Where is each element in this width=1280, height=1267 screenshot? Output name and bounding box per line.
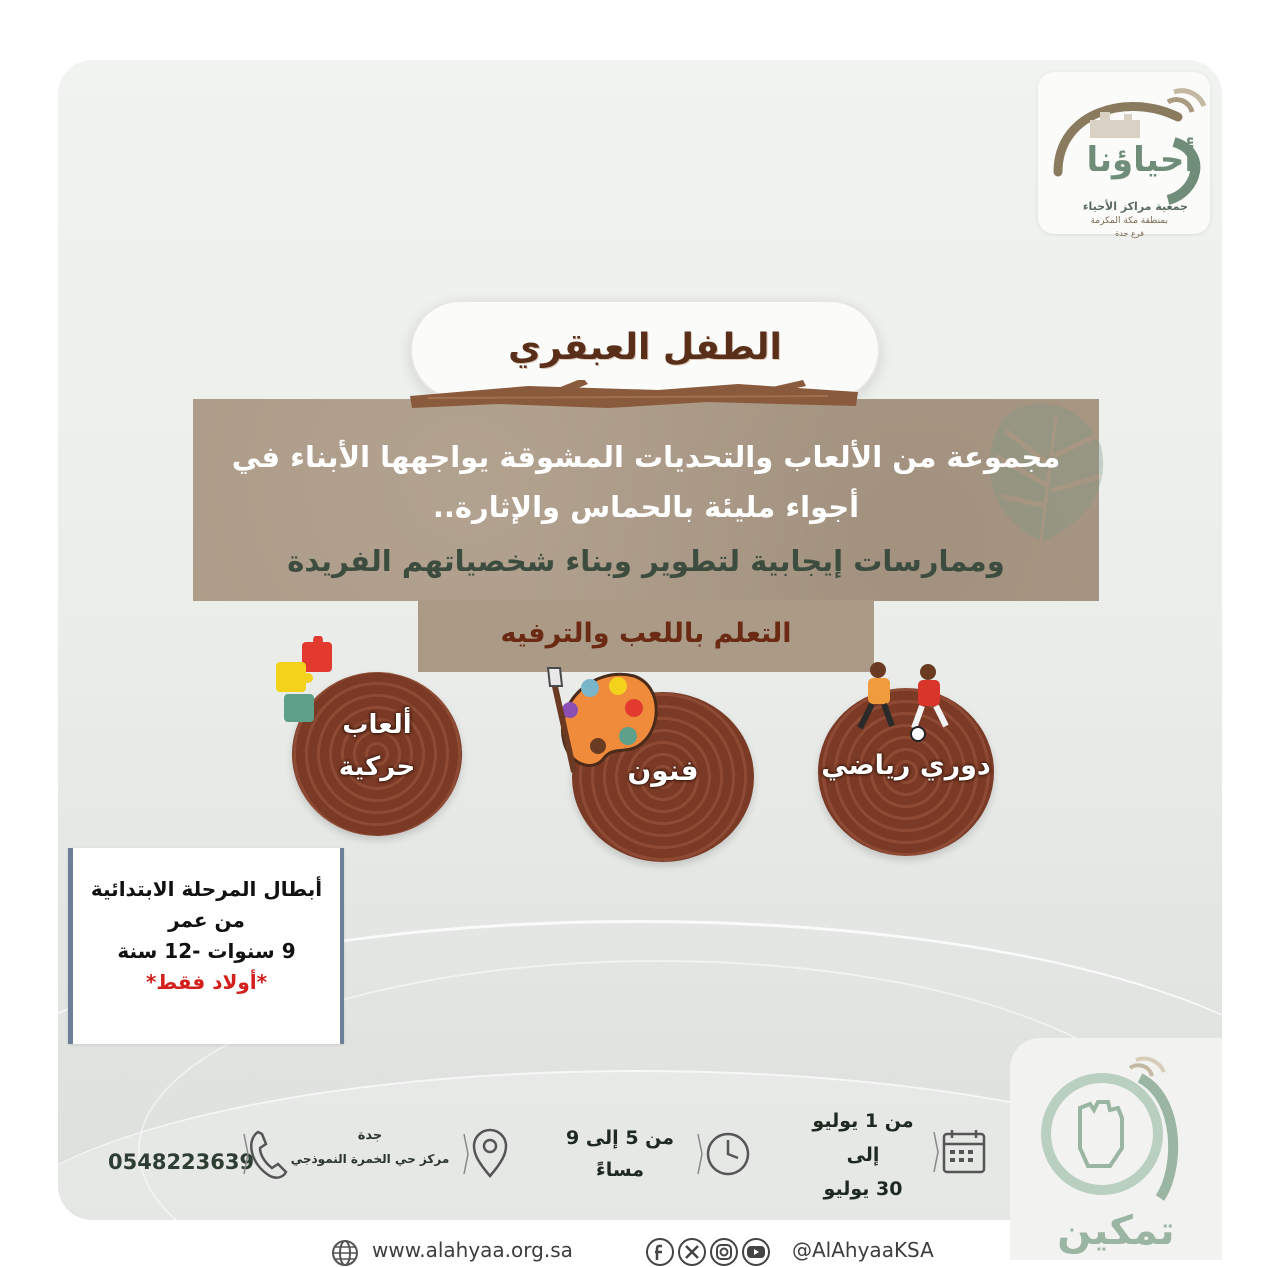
activity-arts-label: فنون [627, 754, 699, 787]
description-line-2: أجواء مليئة بالحماس والإثارة.. [432, 490, 860, 524]
tamkeen-label: تمكين [1057, 1208, 1175, 1254]
audience-line-1: أبطال المرحلة الابتدائية [90, 877, 323, 901]
logo-wordmark: أحياؤنا [1086, 140, 1196, 180]
description-line-3: وممارسات إيجابية لتطوير وبناء شخصياتهم الفريدة [287, 544, 1005, 578]
website-link[interactable]: www.alahyaa.org.sa [372, 1238, 573, 1262]
activity-games-label-1: ألعاب [342, 710, 412, 740]
date-line-3: 30 يوليو [823, 1178, 903, 1200]
logo-region: بمنطقة مكة المكرمة [1090, 216, 1168, 226]
globe-icon [330, 1238, 360, 1267]
raised-fist-icon [1010, 1038, 1222, 1218]
activity-games-label-2: حركية [338, 752, 416, 782]
phone-number: 0548223639 [108, 1150, 255, 1174]
audience-note: *أولاد فقط* [145, 970, 268, 994]
audience-line-2: من عمر [168, 908, 245, 932]
audience-box [68, 848, 344, 1044]
date-line-2: إلى [846, 1144, 880, 1166]
location-pin-icon [458, 1124, 516, 1184]
tamkeen-badge [1010, 1038, 1222, 1260]
event-time [565, 1122, 675, 1186]
date-line-1: من 1 يوليو [812, 1110, 914, 1132]
clock-icon [690, 1124, 754, 1184]
social-icons [644, 1236, 784, 1267]
subtitle-text: التعلم باللعب والترفيه [500, 618, 792, 649]
soccer-players-icon [848, 658, 958, 744]
page-title: الطفل العبقري [508, 327, 782, 368]
social-handle-link[interactable]: @AlAhyaaKSA [792, 1238, 934, 1262]
alahyaa-logo [1038, 72, 1210, 238]
activity-sports-label: دوري رياضي [821, 750, 991, 781]
calendar-icon [928, 1122, 992, 1182]
puzzle-icon [272, 636, 342, 728]
location-name: مركز حي الخمرة النموذجي [290, 1152, 450, 1166]
logo-org-name: جمعية مراكز الأحياء [1082, 200, 1188, 213]
time-line-1: من 5 إلى 9 [565, 1127, 675, 1149]
description-text [193, 432, 1099, 532]
wooden-stick-icon [408, 380, 860, 410]
description-line-1: مجموعة من الألعاب والتحديات المشوقة يواجهها الأبناء في [231, 440, 1061, 474]
time-line-2: مساءً [596, 1159, 644, 1181]
audience-line-3: 9 سنوات -12 سنة [117, 939, 296, 963]
location-city: جدة [357, 1128, 383, 1143]
palette-icon [534, 662, 664, 792]
event-dates [808, 1104, 918, 1206]
logo-branch: فرع جدة [1115, 229, 1144, 238]
